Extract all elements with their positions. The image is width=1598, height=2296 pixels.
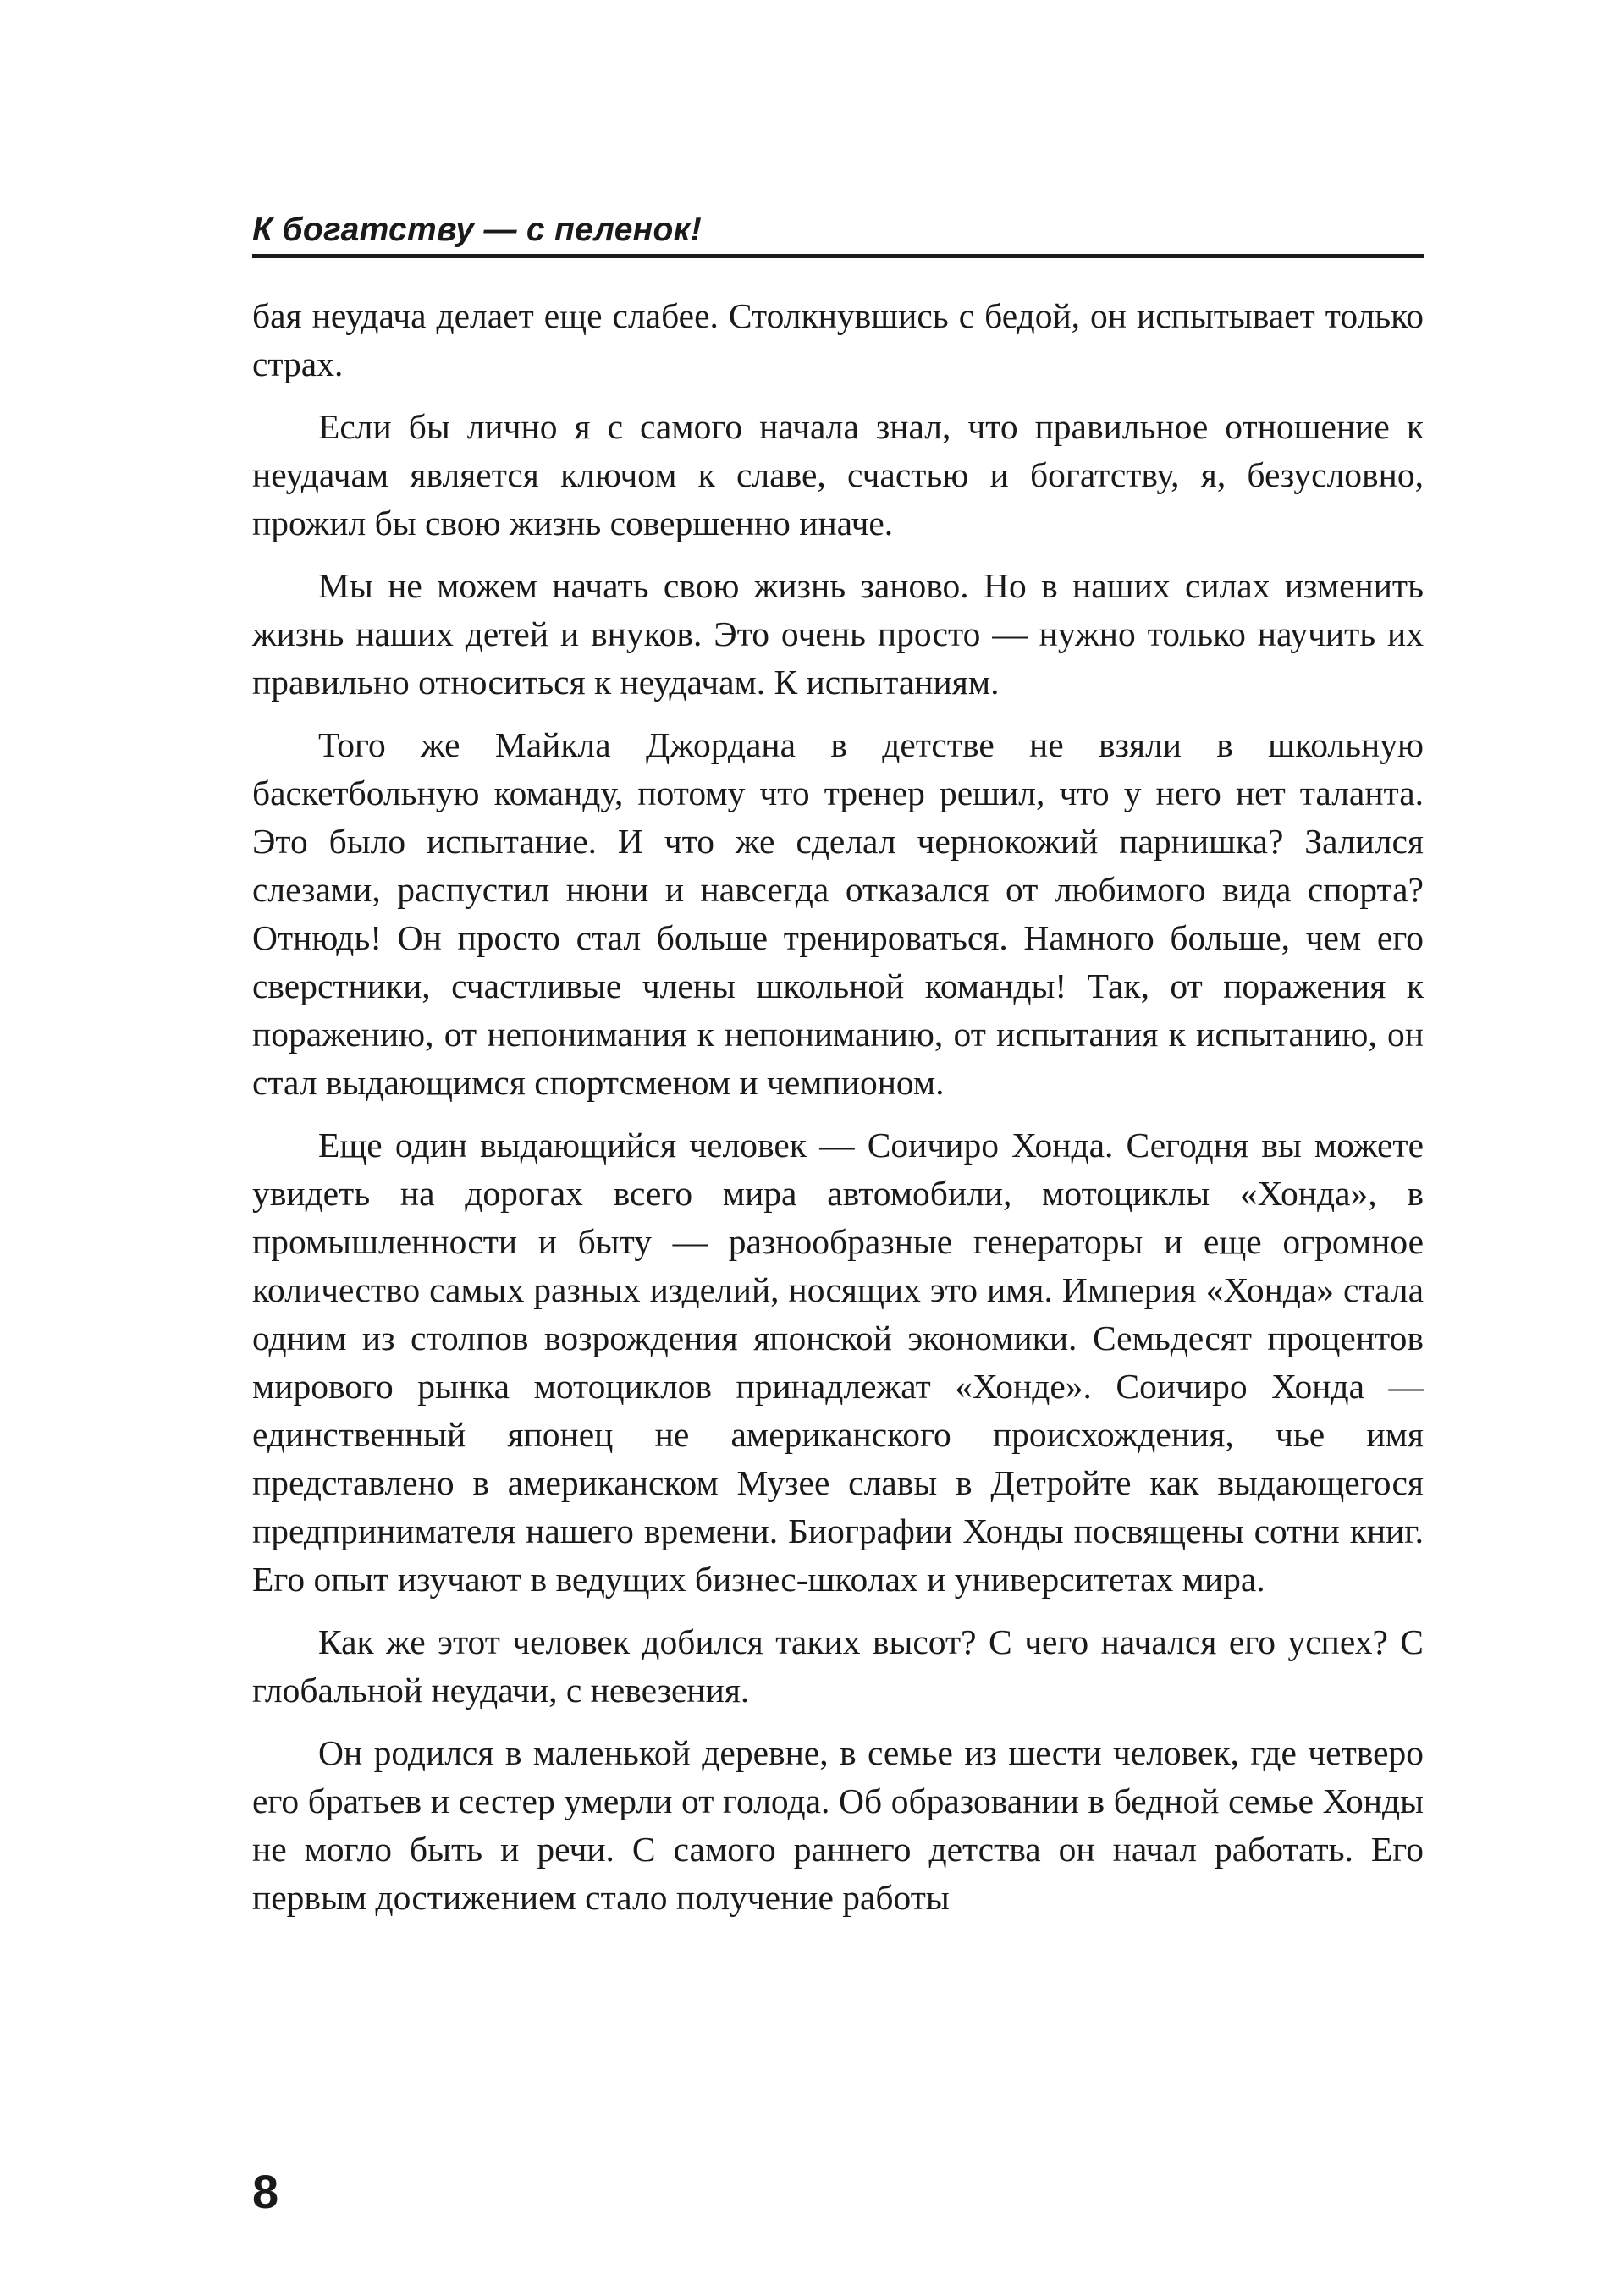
paragraph: Еще один выдающийся человек — Соичиро Хонда. Сегодня вы можете увидеть на дорогах всего мира автомобили, мотоциклы «Хонда», в промышленности и быту — разнообразные генераторы и еще огромное количество самых разных изделий, носящих это имя. Империя «Хонда» стала одним из столпов возрождения японской экономики. Семьдесят процентов мирового рынка мотоциклов принадлежат «Хонде». Соичиро Хонда — единственный японец не американского происхождения, чье имя представлено в американском Музее славы в Детройте как выдающегося предпринимателя нашего времени. Биографии Хонды посвящены сотни книг. Его опыт изучают в ведущих бизнес-школах и университетах мира. [252, 1126, 1424, 1599]
paragraph: Он родился в маленькой деревне, в семье из шести человек, где четверо его братьев и сестер умерли от голода. Об образовании в бедной семье Хонды не могло быть и речи. С самого раннего детства он начал работать. Его первым достижением стало получение работы [252, 1733, 1424, 1917]
body-text [252, 292, 1424, 1922]
paragraph-continued: бая неудача делает еще слабее. Столкнувшись с бедой, он испытывает только страх. [252, 296, 1424, 383]
paragraph: Мы не можем начать свою жизнь заново. Но в наших силах изменить жизнь наших детей и внуков. Это очень просто — нужно только научить их правильно относиться к неудачам. К испытаниям. [252, 566, 1424, 702]
paragraph: Как же этот человек добился таких высот? С чего начался его успех? С глобальной неудачи, с невезения. [252, 1622, 1424, 1710]
book-page [252, 210, 1424, 1936]
running-title: К богатству — с пеленок! [252, 210, 1424, 258]
page-number: 8 [252, 2165, 279, 2218]
paragraph: Если бы лично я с самого начала знал, что правильное отношение к неудачам является ключом к славе, счастью и богатству, я, безусловно, прожил бы свою жизнь совершенно иначе. [252, 407, 1424, 542]
paragraph: Того же Майкла Джордана в детстве не взяли в школьную баскетбольную команду, потому что тренер решил, что у него нет таланта. Это было испытание. И что же сделал чернокожий парнишка? Залился слезами, распустил нюни и навсегда отказался от любимого вида спорта? Отнюдь! Он просто стал больше тренироваться. Намного больше, чем его сверстники, счастливые члены школьной команды! Так, от поражения к поражению, от непонимания к непониманию, от испытания к испытанию, он стал выдающимся спортсменом и чемпионом. [252, 725, 1424, 1102]
